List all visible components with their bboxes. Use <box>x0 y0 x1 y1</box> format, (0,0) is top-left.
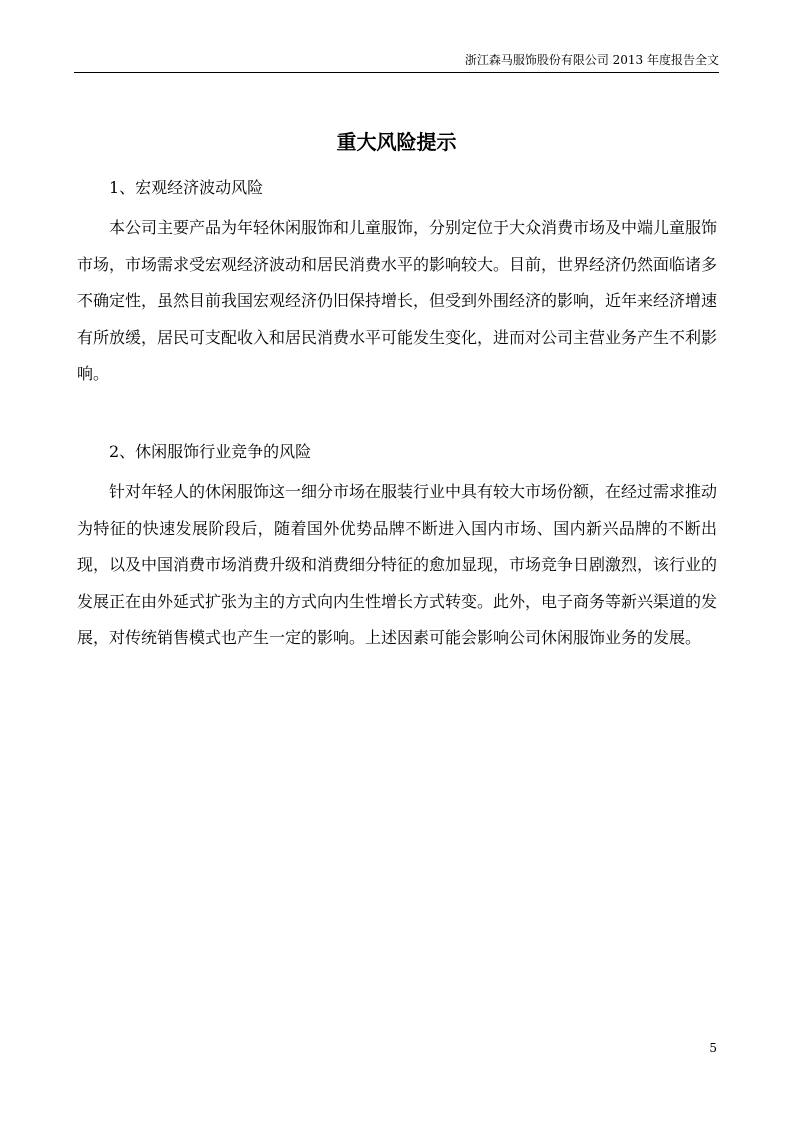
section-macro-risk <box>77 172 717 393</box>
header-text: 浙江森马服饰股份有限公司 2013 年度报告全文 <box>464 53 719 67</box>
section-paragraph: 本公司主要产品为年轻休闲服饰和儿童服饰，分别定位于大众消费市场及中端儿童服饰市场，市场需求受宏观经济波动和居民消费水平的影响较大。目前，世界经济仍然面临诸多不确定性，虽然目前我国宏观经济仍旧保持增长，但受到外围经济的影响，近年来经济增速有所放缓，居民可支配收入和居民消费水平可能发生变化，进而对公司主营业务产生不利影响。 <box>77 218 718 383</box>
page-title: 重大风险提示 <box>336 130 457 154</box>
section-heading: 2、休闲服饰行业竞争的风险 <box>109 442 312 461</box>
page-header <box>74 52 719 73</box>
section-paragraph: 针对年轻人的休闲服饰这一细分市场在服装行业中具有较大市场份额，在经过需求推动为特征的快速发展阶段后，随着国外优势品牌不断进入国内市场、国内新兴品牌的不断出现，以及中国消费市场消费升级和消费细分特征的愈加显现，市场竞争日剧激烈，该行业的发展正在由外延式扩张为主的方式向内生性增长方式转变。此外，电子商务等新兴渠道的发展，对传统销售模式也产生一定的影响。上述因素可能会影响公司休闲服饰业务的发展。 <box>77 482 718 647</box>
page-number: 5 <box>709 1041 717 1055</box>
section-heading: 1、宏观经济波动风险 <box>109 178 264 197</box>
section-competition-risk <box>77 436 717 657</box>
